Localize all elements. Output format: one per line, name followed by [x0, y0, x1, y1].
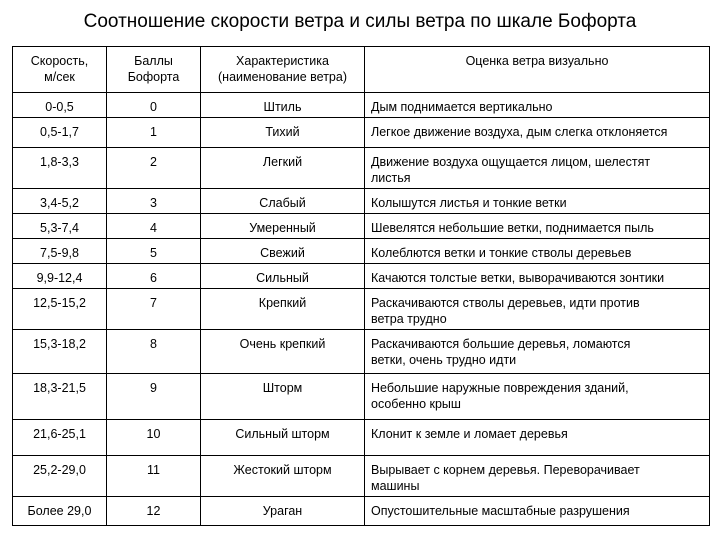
table-row	[13, 330, 710, 374]
header-speed-line2: м/сек	[44, 70, 75, 84]
cell-visual	[365, 214, 710, 239]
cell-points	[107, 420, 201, 456]
cell-visual	[365, 420, 710, 456]
cell-visual-line: Вырывает с корнем деревья. Переворачивает	[371, 463, 640, 477]
header-visual-label: Оценка ветра визуально	[465, 54, 609, 68]
cell-speed	[13, 289, 107, 330]
cell-points-text: 7	[150, 296, 157, 310]
table-row	[13, 93, 710, 118]
table-header-row	[13, 47, 710, 93]
cell-points-text: 12	[146, 504, 161, 518]
cell-points-text: 3	[150, 196, 157, 210]
cell-points	[107, 289, 201, 330]
cell-name-text: Сильный	[256, 271, 309, 285]
cell-visual	[365, 289, 710, 330]
cell-name	[201, 118, 365, 148]
cell-visual	[365, 118, 710, 148]
header-points-line2: Бофорта	[127, 70, 180, 84]
table-row	[13, 456, 710, 497]
cell-visual	[365, 189, 710, 214]
cell-points	[107, 264, 201, 289]
cell-name	[201, 289, 365, 330]
cell-name	[201, 214, 365, 239]
cell-speed-text: 5,3-7,4	[40, 221, 79, 235]
cell-speed-text: 0,5-1,7	[40, 125, 79, 139]
cell-name	[201, 456, 365, 497]
cell-visual-line: Колышутся листья и тонкие ветки	[371, 196, 567, 210]
cell-name-text: Тихий	[265, 125, 300, 139]
cell-speed	[13, 497, 107, 526]
cell-points	[107, 189, 201, 214]
cell-visual-line: Небольшие наружные повреждения зданий,	[371, 381, 629, 395]
cell-speed	[13, 239, 107, 264]
cell-name-text: Легкий	[262, 155, 303, 169]
cell-visual	[365, 330, 710, 374]
cell-speed-text: 3,4-5,2	[40, 196, 79, 210]
header-characteristic-line1: Характеристика	[236, 54, 329, 68]
cell-speed-text: 9,9-12,4	[36, 271, 83, 285]
cell-visual	[365, 456, 710, 497]
cell-speed	[13, 148, 107, 189]
table-row	[13, 497, 710, 526]
cell-speed	[13, 118, 107, 148]
cell-speed-text: 25,2-29,0	[33, 463, 86, 477]
cell-visual-line: ветки, очень трудно идти	[371, 353, 517, 367]
header-visual	[365, 47, 710, 93]
cell-speed	[13, 214, 107, 239]
cell-points	[107, 374, 201, 420]
cell-name	[201, 497, 365, 526]
cell-name	[201, 93, 365, 118]
cell-visual	[365, 148, 710, 189]
cell-name-text: Жестокий шторм	[233, 463, 332, 477]
beaufort-table	[12, 46, 710, 526]
cell-points-text: 6	[150, 271, 157, 285]
cell-visual	[365, 374, 710, 420]
cell-name-text: Штиль	[263, 100, 302, 114]
cell-points-text: 9	[150, 381, 157, 395]
cell-name-text: Свежий	[260, 246, 305, 260]
cell-speed-text: 18,3-21,5	[33, 381, 86, 395]
cell-points-text: 11	[147, 463, 160, 477]
table-row	[13, 148, 710, 189]
cell-name	[201, 264, 365, 289]
cell-speed	[13, 189, 107, 214]
cell-speed	[13, 374, 107, 420]
table-row	[13, 214, 710, 239]
cell-points	[107, 118, 201, 148]
cell-points-text: 10	[146, 427, 161, 441]
cell-visual-line: Легкое движение воздуха, дым слегка отклоняется	[371, 125, 668, 139]
cell-points	[107, 214, 201, 239]
cell-points	[107, 148, 201, 189]
cell-name-text: Сильный шторм	[235, 427, 330, 441]
table-row	[13, 420, 710, 456]
cell-name-text: Крепкий	[258, 296, 307, 310]
cell-points-text: 5	[150, 246, 157, 260]
cell-visual-line: особенно крыш	[371, 397, 461, 411]
page-title: Соотношение скорости ветра и силы ветра по шкале Бофорта	[83, 11, 637, 32]
cell-points-text: 1	[150, 125, 157, 139]
cell-name	[201, 148, 365, 189]
cell-speed-text: Более 29,0	[27, 504, 92, 518]
cell-visual-line: Дым поднимается вертикально	[371, 100, 553, 114]
cell-points-text: 4	[150, 221, 157, 235]
cell-visual	[365, 264, 710, 289]
header-characteristic-line2: (наименование ветра)	[218, 70, 347, 84]
cell-speed	[13, 93, 107, 118]
header-speed	[13, 47, 107, 93]
cell-points	[107, 330, 201, 374]
cell-points-text: 2	[150, 155, 157, 169]
cell-speed-text: 21,6-25,1	[33, 427, 86, 441]
cell-speed-text: 15,3-18,2	[33, 337, 86, 351]
cell-speed	[13, 264, 107, 289]
cell-points	[107, 456, 201, 497]
cell-name-text: Слабый	[259, 196, 306, 210]
cell-visual-line: Клонит к земле и ломает деревья	[371, 427, 568, 441]
cell-speed	[13, 420, 107, 456]
cell-points	[107, 497, 201, 526]
cell-visual	[365, 239, 710, 264]
table-row	[13, 189, 710, 214]
cell-name	[201, 420, 365, 456]
cell-visual-line: Раскачиваются стволы деревьев, идти против	[371, 296, 640, 310]
cell-visual	[365, 497, 710, 526]
cell-speed-text: 12,5-15,2	[33, 296, 86, 310]
cell-points-text: 0	[150, 100, 157, 114]
cell-visual-line: Опустошительные масштабные разрушения	[371, 504, 630, 518]
cell-visual-line: Колеблются ветки и тонкие стволы деревьев	[371, 246, 632, 260]
cell-speed-text: 0-0,5	[45, 100, 74, 114]
cell-name-text: Умеренный	[249, 221, 316, 235]
cell-points	[107, 93, 201, 118]
header-speed-line1: Скорость,	[30, 54, 89, 68]
cell-speed-text: 1,8-3,3	[40, 155, 79, 169]
cell-visual-line: листья	[371, 171, 411, 185]
cell-name-text: Шторм	[262, 381, 303, 395]
cell-visual-line: Качаются толстые ветки, выворачиваются зонтики	[371, 271, 665, 285]
cell-name-text: Очень крепкий	[239, 337, 326, 351]
cell-visual-line: машины	[371, 479, 420, 493]
table-row	[13, 264, 710, 289]
cell-visual-line: Шевелятся небольшие ветки, поднимается пыль	[371, 221, 654, 235]
header-points-line1: Баллы	[134, 54, 173, 68]
cell-name	[201, 330, 365, 374]
cell-name	[201, 374, 365, 420]
cell-name	[201, 239, 365, 264]
table-row	[13, 289, 710, 330]
header-points	[107, 47, 201, 93]
cell-visual-line: ветра трудно	[371, 312, 447, 326]
cell-points-text: 8	[150, 337, 157, 351]
table-row	[13, 374, 710, 420]
cell-visual	[365, 93, 710, 118]
header-characteristic	[201, 47, 365, 93]
cell-speed	[13, 456, 107, 497]
cell-speed	[13, 330, 107, 374]
table-row	[13, 239, 710, 264]
cell-visual-line: Движение воздуха ощущается лицом, шелестят	[371, 155, 651, 169]
cell-points	[107, 239, 201, 264]
cell-visual-line: Раскачиваются большие деревья, ломаются	[371, 337, 631, 351]
cell-name-text: Ураган	[262, 504, 303, 518]
cell-speed-text: 7,5-9,8	[40, 246, 79, 260]
cell-name	[201, 189, 365, 214]
table-row	[13, 118, 710, 148]
